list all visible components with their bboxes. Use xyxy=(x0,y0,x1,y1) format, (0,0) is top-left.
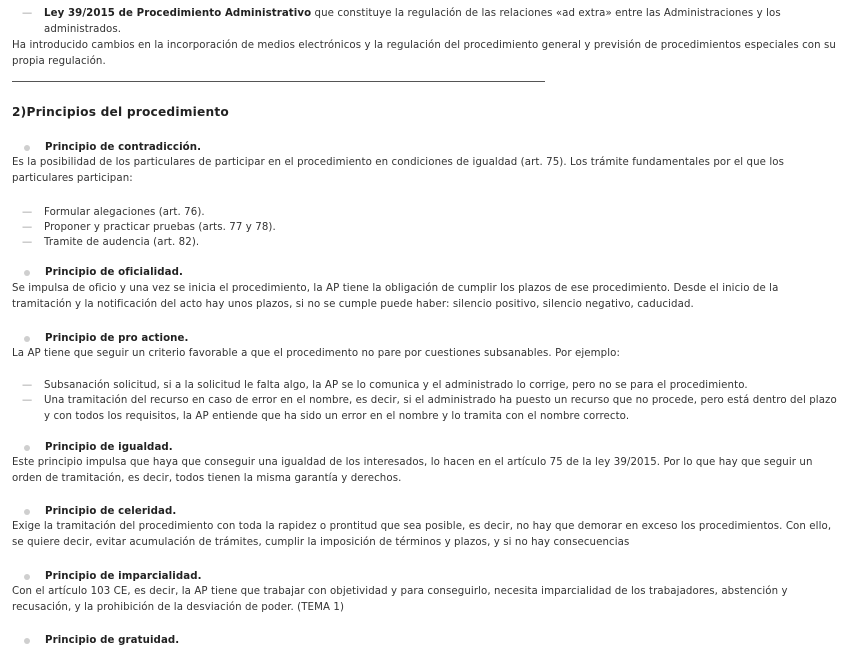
dash-marker: — xyxy=(22,237,33,248)
principle-pro-actione-text: La AP tiene que seguir un criterio favorable a que el procedimento no pare por cuestiones subsanables. Por ejemplo: xyxy=(12,348,621,359)
principle-igualdad-text: Este principio impulsa que haya que conseguir una igualdad de los interesados, lo hacen en el artículo 75 de la ley 39/2015. Por lo que hay que seguir un orden de tramitación, es decir, todos tienen la misma garantía y derechos. xyxy=(12,457,813,484)
law-reference-item xyxy=(22,6,838,38)
principle-title: Principio de igualdad. xyxy=(45,442,173,453)
bullet-dot-icon xyxy=(24,574,30,580)
principle-title: Principio de contradicción. xyxy=(45,142,202,153)
principle-title: Principio de pro actione. xyxy=(45,333,189,344)
section-title: 2)Principios del procedimiento xyxy=(12,105,229,119)
dash-marker: — xyxy=(22,207,33,218)
list-item xyxy=(22,235,838,251)
principle-imparcialidad-text: Con el artículo 103 CE, es decir, la AP tiene que trabajar con objetividad y para conseguirlo, necesita imparcialidad de los trabajadores, abstención y recusación, y la prohibición de la desviación de poder. (TEMA 1) xyxy=(12,586,788,613)
principle-oficialidad-heading xyxy=(24,265,183,281)
principle-oficialidad-text: Se impulsa de oficio y una vez se inicia el procedimiento, la AP tiene la obligación de cumplir los plazos de ese procedimiento. Desde el inicio de la tramitación y la notificación del acto hay unos plazos, si no se cumple puede haber: silencio positivo, silencio negativo, caducidad. xyxy=(12,283,779,310)
principle-contradiccion-text: Es la posibilidad de los particulares de participar en el procedimiento en condiciones de igualdad (art. 75). Los trámite fundamentales por el que los particulares participan: xyxy=(12,157,785,184)
principle-igualdad-heading xyxy=(24,440,173,456)
principle-celeridad-text: Exige la tramitación del procedimiento con toda la rapidez o prontitud que sea posible, es decir, no hay que demorar en exceso los procedimientos. Con ello, se quiere decir, evitar acumulación de trámites, cumplir la imposición de términos y plazos, y si no hay consecuencias xyxy=(12,521,832,548)
principle-title: Principio de celeridad. xyxy=(45,506,177,517)
list-item xyxy=(22,220,838,236)
principle-title: Principio de oficialidad. xyxy=(45,267,183,278)
bullet-dot-icon xyxy=(24,638,30,644)
principle-pro-actione-heading xyxy=(24,331,189,347)
law-description: que constituye la regulación de las relaciones «ad extra» entre las Administraciones y los administrados. xyxy=(44,8,781,35)
principle-gratuidad-heading xyxy=(24,633,179,649)
principle-celeridad-heading xyxy=(24,504,176,520)
list-item-text: Tramite de audencia (art. 82). xyxy=(44,237,200,248)
bullet-dot-icon xyxy=(24,445,30,451)
list-item-text: Formular alegaciones (art. 76). xyxy=(44,207,205,218)
principle-title: Principio de imparcialidad. xyxy=(45,571,202,582)
bullet-dot-icon xyxy=(24,145,30,151)
law-title: Ley 39/2015 de Procedimiento Administrativo xyxy=(44,8,312,19)
principle-imparcialidad-heading xyxy=(24,569,202,585)
list-item xyxy=(22,378,838,394)
bullet-dot-icon xyxy=(24,270,30,276)
dash-marker: — xyxy=(22,395,33,406)
principle-title: Principio de gratuidad. xyxy=(45,635,180,646)
horizontal-rule xyxy=(12,81,545,82)
list-item-text: Proponer y practicar pruebas (arts. 77 y 78). xyxy=(44,222,276,233)
changes-paragraph: Ha introducido cambios en la incorporación de medios electrónicos y la regulación del procedimiento general y previsión de procedimientos especiales con su propia regulación. xyxy=(12,40,836,67)
list-item-text: Subsanación solicitud, si a la solicitud le falta algo, la AP se lo comunica y el administrado lo corrige, pero no se para el procedimiento. xyxy=(44,380,748,391)
list-item xyxy=(22,205,838,221)
dash-marker: — xyxy=(22,222,33,233)
list-item xyxy=(22,393,838,425)
bullet-dot-icon xyxy=(24,336,30,342)
principle-contradiccion-heading xyxy=(24,140,201,156)
list-item-text: Una tramitación del recurso en caso de error en el nombre, es decir, si el administrado ha puesto un recurso que no procede, pero está dentro del plazo y con todos los requisitos, la AP entiende que ha sido un error en el nombre y lo tramita con el nombre correcto. xyxy=(44,395,837,422)
bullet-dot-icon xyxy=(24,509,30,515)
dash-marker: — xyxy=(22,8,33,19)
dash-marker: — xyxy=(22,380,33,391)
